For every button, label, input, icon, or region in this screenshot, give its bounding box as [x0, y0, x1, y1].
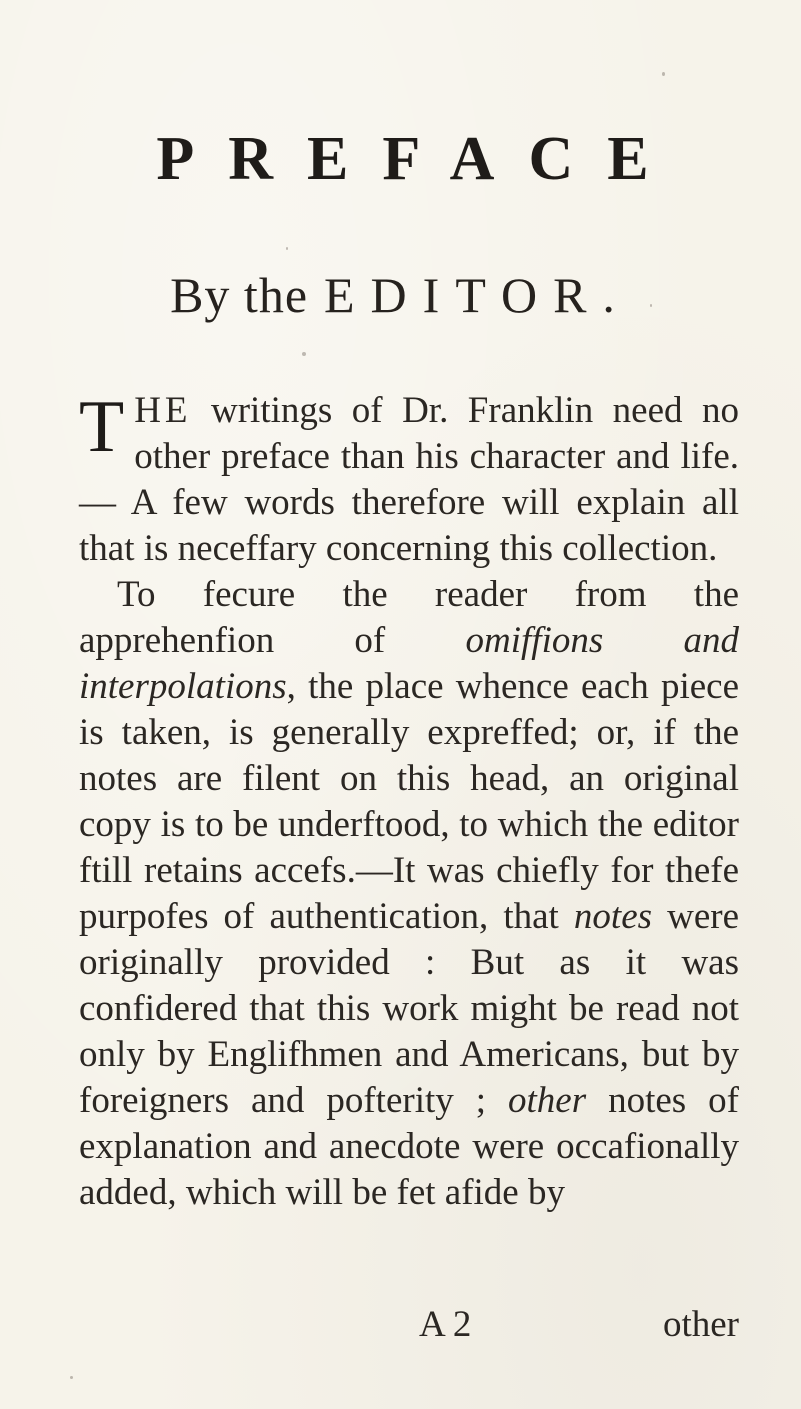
paragraph-1-text: writings of Dr. Franklin need no other preface than his character and life. — A few words therefore will explain all that is neceffary concerning this collection. [79, 390, 740, 569]
paragraph-2-start: To fecure the reader from the apprehenfion of [79, 574, 739, 661]
paragraph-1 [79, 388, 739, 572]
paragraph-2-end: notes of explanation and anecdote were occafionally added, which will be fet afide by [79, 1080, 739, 1213]
italic-notes: notes [573, 896, 653, 937]
paragraph-2 [79, 572, 739, 1216]
page-subtitle [0, 267, 801, 323]
italic-other: other [508, 1080, 587, 1121]
drop-cap-rest: HE [134, 390, 192, 431]
preface-body [79, 388, 739, 1216]
catchword: other [662, 1304, 739, 1345]
page-footer [79, 1302, 739, 1348]
italic-omissions: omiffions and interpolations [79, 620, 739, 707]
paragraph-2-mid-2: were originally provided : But as it was confidered that this work might be read not only by Englifhmen and Americans, but by foreigners and pofterity ; [79, 896, 739, 1121]
paper-speck [302, 352, 306, 356]
paper-speck [662, 72, 665, 76]
paper-speck [70, 1376, 73, 1379]
paper-speck [650, 304, 652, 307]
subtitle-editor: EDITOR. [324, 267, 631, 323]
signature-mark: A 2 [419, 1304, 472, 1345]
page-title: PREFACE [156, 125, 683, 193]
drop-cap: T [79, 386, 125, 468]
paragraph-2-mid-1: , the place whence each piece is taken, is generally expreffed; or, if the notes are filent on this head, an original copy is to be underftood, to which the editor ftill retains accefs.—It was chiefly for thefe purpofes of authentication, that [79, 666, 739, 937]
subtitle-by-the: By the [170, 267, 309, 323]
paper-speck [286, 247, 288, 250]
